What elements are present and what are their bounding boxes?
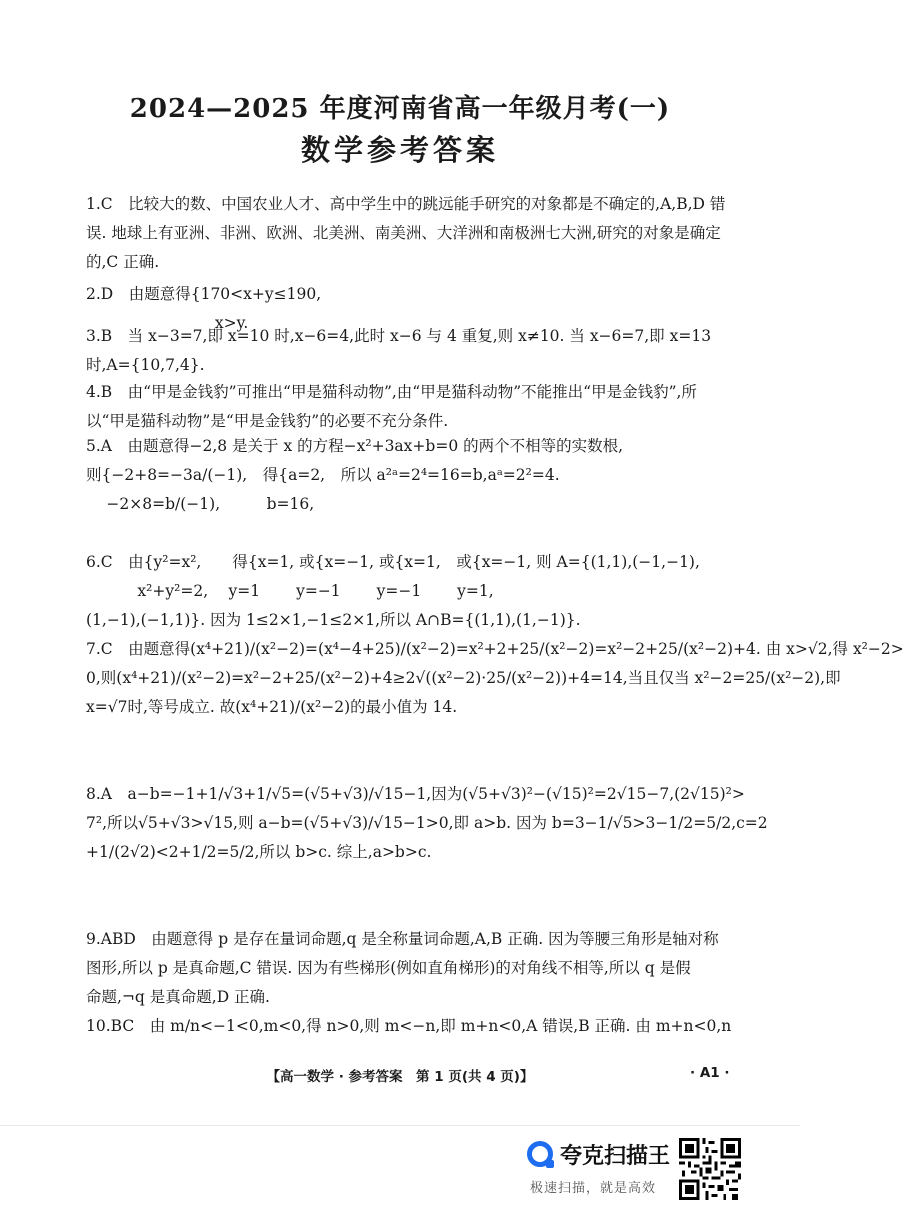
answer-item-1 xyxy=(86,190,736,277)
answer-item-8 xyxy=(86,780,768,867)
answer-line: 2.D 由题意得{170<x+y≤190, xyxy=(86,285,322,303)
answer-line: 以“甲是猫科动物”是“甲是金钱豹”的必要不充分条件. xyxy=(86,412,449,430)
answer-line: 10.BC 由 m/n<−1<0,m<0,得 n>0,则 m<−n,即 m+n<0,A 错误,B 正确. 由 m+n<0,n xyxy=(86,1017,732,1035)
answer-line: 3.B 当 x−3=7,即 x=10 时,x−6=4,此时 x−6 与 4 重复,则 x≠10. 当 x−6=7,即 x=13 xyxy=(86,327,712,345)
exam-title: 2024—2025 年度河南省高一年级月考(一) xyxy=(129,94,671,124)
answer-item-5 xyxy=(86,432,736,519)
answer-key-title: 数学参考答案 xyxy=(300,133,499,167)
answer-line: 时,A={10,7,4}. xyxy=(86,356,205,374)
answer-item-9 xyxy=(86,925,736,1012)
answer-line: 0,则(x⁴+21)/(x²−2)=x²−2+25/(x²−2)+4≥2√((x²−2)·25/(x²−2))+4=14,当且仅当 x²−2=25/(x²−2),即 xyxy=(86,669,841,687)
answer-line: 5.A 由题意得−2,8 是关于 x 的方程−x²+3ax+b=0 的两个不相等的实数根, xyxy=(86,437,624,455)
answer-line: 7.C 由题意得(x⁴+21)/(x²−2)=(x⁴−4+25)/(x²−2)=x²+2+25/(x²−2)=x²−2+25/(x²−2)+4. 由 x>√2,得 x²−2> xyxy=(86,640,904,658)
quark-logo-icon xyxy=(527,1141,553,1167)
page-footer: 【高一数学 · 参考答案 第 1 页(共 4 页)】 xyxy=(266,1069,534,1085)
answer-line: 8.A a−b=−1+1/√3+1/√5=(√5+√3)/√15−1,因为(√5+√3)²−(√15)²=2√15−7,(2√15)²> xyxy=(86,785,745,803)
answer-item-10 xyxy=(86,1012,736,1041)
page-code: · A1 · xyxy=(690,1065,730,1081)
answer-line: 图形,所以 p 是真命题,C 错误. 因为有些梯形(例如直角梯形)的对角线不相等,所以 q 是假 xyxy=(86,959,691,977)
answer-line: 误. 地球上有亚洲、非洲、欧洲、北美洲、南美洲、大洋洲和南极洲七大洲,研究的对象是确定 xyxy=(86,224,721,242)
answer-line: 6.C 由{y²=x², 得{x=1, 或{x=−1, 或{x=1, 或{x=−1, 则 A={(1,1),(−1,−1), xyxy=(86,553,700,571)
answer-line: 则{−2+8=−3a/(−1), 得{a=2, 所以 a²ᵃ=2⁴=16=b,aᵃ=2²=4. xyxy=(86,466,560,484)
answer-line: 的,C 正确. xyxy=(86,253,160,271)
answer-line: x>y. xyxy=(86,314,249,332)
answer-line: 4.B 由“甲是金钱豹”可推出“甲是猫科动物”,由“甲是猫科动物”不能推出“甲是金钱豹”,所 xyxy=(86,383,697,401)
answer-line: +1/(2√2)<2+1/2=5/2,所以 b>c. 综上,a>b>c. xyxy=(86,843,432,861)
answer-line: 1.C 比较大的数、中国农业人才、高中学生中的跳远能手研究的对象都是不确定的,A,B,D 错 xyxy=(86,195,726,213)
answer-line: 命题,¬q 是真命题,D 正确. xyxy=(86,988,270,1006)
answer-item-4 xyxy=(86,378,736,436)
answer-line: −2×8=b/(−1), b=16, xyxy=(86,495,315,513)
scanner-app-name: 夸克扫描王 xyxy=(560,1144,671,1169)
answer-line: 7²,所以√5+√3>√15,则 a−b=(√5+√3)/√15−1>0,即 a>b. 因为 b=3−1/√5>3−1/2=5/2,c=2 xyxy=(86,814,768,832)
qr-code-icon xyxy=(679,1138,741,1200)
answer-item-3 xyxy=(86,322,736,380)
answer-item-7 xyxy=(86,635,904,722)
answer-line: x=√7时,等号成立. 故(x⁴+21)/(x²−2)的最小值为 14. xyxy=(86,698,458,716)
answer-line: 9.ABD 由题意得 p 是存在量词命题,q 是全称量词命题,A,B 正确. 因为等腰三角形是轴对称 xyxy=(86,930,719,948)
answer-line: x²+y²=2, y=1 y=−1 y=−1 y=1, xyxy=(86,582,494,600)
scanner-slogan: 极速扫描，就是高效 xyxy=(530,1181,657,1196)
answer-line: (1,−1),(−1,1)}. 因为 1≤2×1,−1≤2×1,所以 A∩B={(1,1),(1,−1)}. xyxy=(86,611,581,629)
answer-item-6 xyxy=(86,548,736,635)
